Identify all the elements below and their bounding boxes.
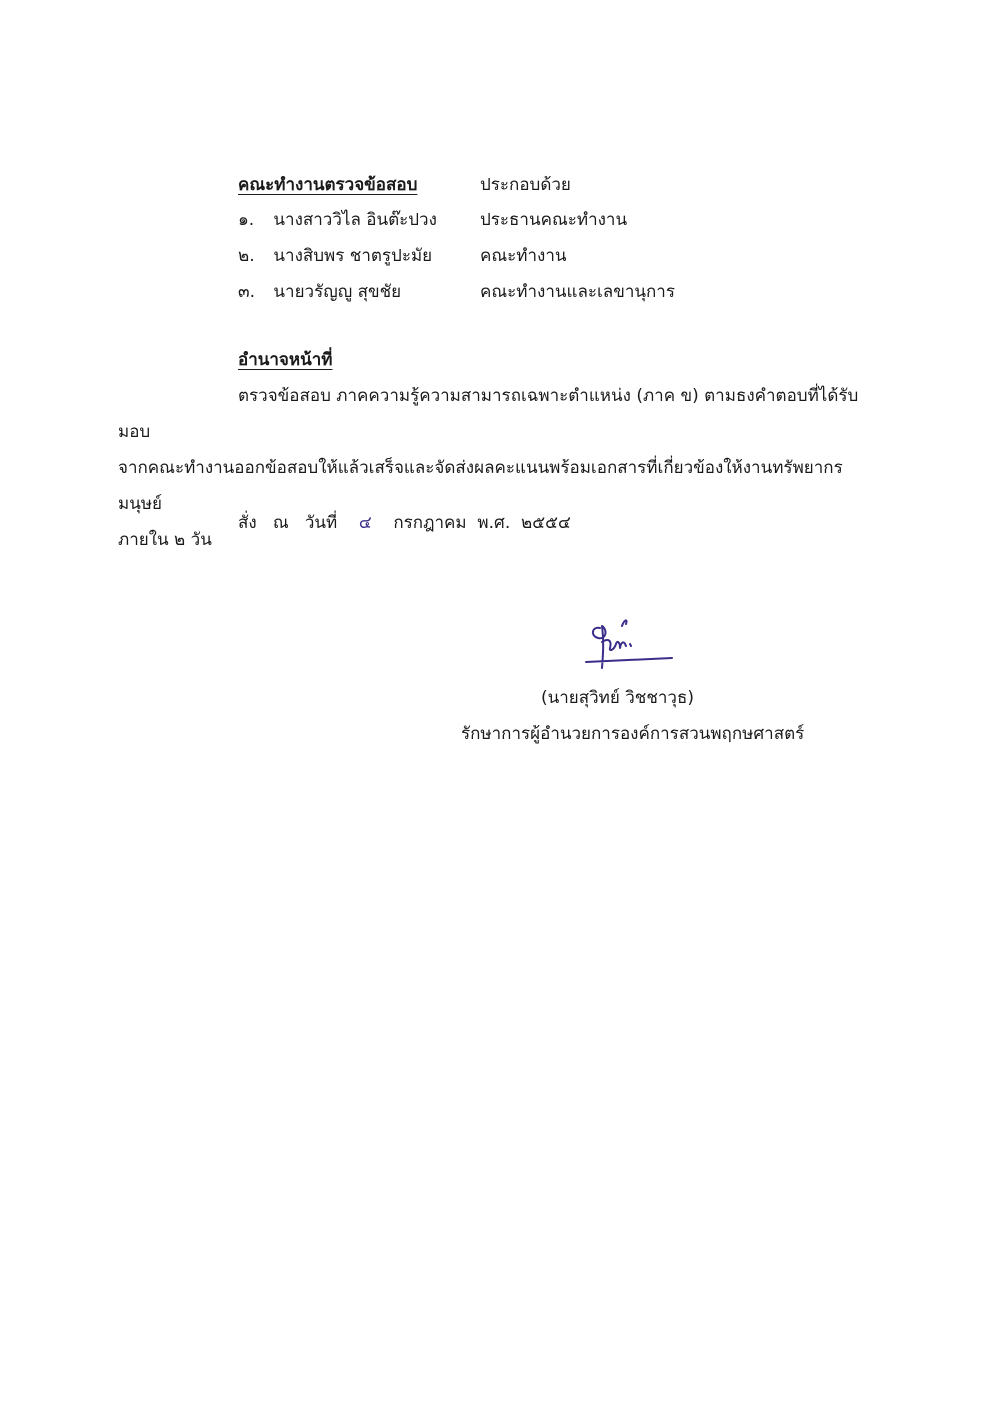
date-rest: กรกฎาคม พ.ศ. ๒๕๕๔ — [393, 513, 571, 533]
member-role: คณะทำงานและเลขานุการ — [480, 282, 675, 302]
duties-line: ตรวจข้อสอบ ภาคความรู้ความสามารถเฉพาะตำแหน่ง (ภาค ข) ตามธงคำตอบที่ได้รับมอบ — [118, 386, 859, 442]
signatory-title: รักษาการผู้อำนวยการองค์การสวนพฤกษศาสตร์ — [461, 724, 805, 744]
duties-heading: อำนาจหน้าที่ — [238, 350, 333, 370]
member-role: ประธานคณะทำงาน — [480, 210, 628, 230]
member-name: นางสาววิไล อินต๊ะปวง — [273, 210, 437, 230]
member-row — [238, 284, 401, 301]
date-day: ๔ — [358, 513, 372, 533]
signature-icon — [562, 612, 682, 682]
member-role: คณะทำงาน — [480, 246, 567, 266]
duties-line: จากคณะทำงานออกข้อสอบให้แล้วเสร็จและจัดส่งผลคะแนนพร้อมเอกสารที่เกี่ยวข้องให้งานทรัพยากรมนุษย์ — [118, 458, 843, 514]
member-number: ๑. — [238, 210, 255, 230]
date-prefix: สั่ง ณ วันที่ — [238, 513, 338, 533]
member-name: นางสิบพร ชาตรูปะมัย — [273, 246, 433, 266]
member-name: นายวรัญญู สุขชัย — [273, 282, 402, 302]
signatory-name: (นายสุวิทย์ วิชชาวุธ) — [541, 688, 694, 708]
member-number: ๒. — [238, 246, 255, 266]
member-row — [238, 212, 437, 229]
duties-line: ภายใน ๒ วัน — [118, 530, 212, 550]
order-date — [238, 515, 571, 532]
composed-of-label: ประกอบด้วย — [480, 175, 571, 195]
committee-heading: คณะทำงานตรวจข้อสอบ — [238, 175, 418, 195]
member-number: ๓. — [238, 282, 256, 302]
member-row — [238, 248, 432, 265]
